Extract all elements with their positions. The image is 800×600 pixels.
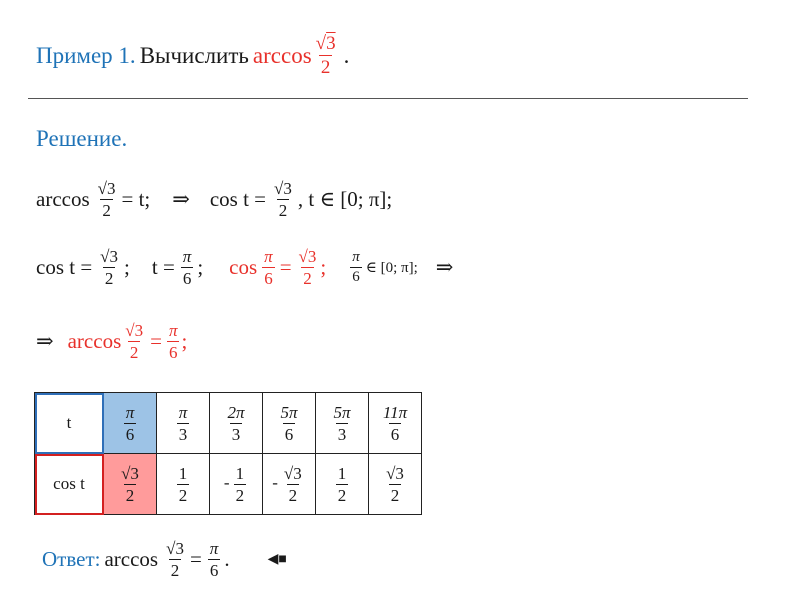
line2-fraction-1: $\frac{√3}{2}$ bbox=[100, 247, 119, 288]
line2-cos-t: cos t = bbox=[36, 255, 93, 279]
table-row-t bbox=[35, 393, 422, 454]
answer-line bbox=[42, 540, 291, 579]
solution-line-2 bbox=[36, 248, 457, 287]
line2-t-eq: t = bbox=[151, 255, 175, 279]
table-cell-cos: - $\frac{1}{2}$ bbox=[210, 454, 263, 515]
table-cell-t: $\frac{5\pi}{3}$ bbox=[316, 393, 369, 454]
line1-tail: , t ∈ [0; π]; bbox=[297, 187, 393, 211]
table-cell-cos: $\frac{√3}{2}$ bbox=[104, 454, 157, 515]
example-title bbox=[36, 34, 353, 77]
table-cell-t: $\frac{2\pi}{3}$ bbox=[210, 393, 263, 454]
table-cell-t: $\frac{5\pi}{6}$ bbox=[263, 393, 316, 454]
title-divider bbox=[28, 98, 748, 99]
solution-line-1 bbox=[36, 180, 396, 219]
table-cell-cos: $\frac{1}{2}$ bbox=[157, 454, 210, 515]
table-cell-t: $\frac{\pi}{6}$ bbox=[104, 393, 157, 454]
implies-icon: ⇒ bbox=[172, 187, 190, 211]
line2-interval: ∈ [0; π]; bbox=[365, 260, 418, 276]
line3-result: arccos $\frac{√3}{2}$ = $\frac{\pi}{6}$ ; bbox=[67, 321, 188, 362]
answer-fraction-1: $\frac{√3}{2}$ bbox=[166, 539, 184, 580]
title-period: . bbox=[343, 42, 350, 68]
line1-fraction-2: $\frac{√3}{2}$ bbox=[274, 179, 292, 220]
table-cell-t: $\frac{\pi}{3}$ bbox=[157, 393, 210, 454]
answer-arccos: arccos bbox=[104, 547, 159, 571]
line1-eq-t: = t; bbox=[121, 187, 151, 211]
task-text: Вычислить bbox=[139, 42, 249, 68]
line2-fraction-2: $\frac{\pi}{6}$ bbox=[182, 247, 192, 288]
table-cell-t: $\frac{11\pi}{6}$ bbox=[369, 393, 422, 454]
line1-fraction-1: $\frac{√3}{2}$ bbox=[97, 179, 116, 220]
title-fraction: $\frac{√3}{2}$ bbox=[315, 33, 336, 78]
table-label-cos: cos t bbox=[35, 454, 104, 515]
implies-icon: ⇒ bbox=[36, 329, 54, 353]
table-row-cos bbox=[35, 454, 422, 515]
solution-label: Решение. bbox=[36, 126, 128, 151]
line1-cos-t: cos t = bbox=[209, 187, 267, 211]
table-cell-cos: $\frac{1}{2}$ bbox=[316, 454, 369, 515]
line2-semicolon-2: ; bbox=[197, 255, 204, 279]
implies-icon: ⇒ bbox=[435, 255, 454, 279]
line2-semicolon-1: ; bbox=[124, 255, 130, 279]
values-table bbox=[34, 392, 422, 515]
line2-red-identity: cos $\frac{\pi}{6}$ = $\frac{√3}{2}$ ; bbox=[229, 247, 327, 288]
table-cell-cos: - $\frac{√3}{2}$ bbox=[263, 454, 316, 515]
answer-period: . bbox=[224, 547, 230, 571]
line1-arccos: arccos bbox=[36, 187, 90, 211]
title-arccos: arccos bbox=[252, 42, 312, 68]
end-of-proof-icon: ◀■ bbox=[267, 552, 287, 567]
answer-equals: = bbox=[189, 547, 202, 571]
table-cell-cos: $\frac{√3}{2}$ bbox=[369, 454, 422, 515]
example-label: Пример 1. bbox=[36, 42, 136, 68]
line2-fraction-pi6: $\frac{\pi}{6}$ bbox=[352, 249, 360, 285]
table-label-t: t bbox=[35, 393, 104, 454]
answer-fraction-2: $\frac{\pi}{6}$ bbox=[209, 539, 219, 580]
title-sqrt: √3 bbox=[315, 33, 336, 54]
solution-line-3 bbox=[36, 322, 191, 361]
answer-label: Ответ: bbox=[42, 547, 101, 571]
title-expression bbox=[253, 34, 340, 77]
